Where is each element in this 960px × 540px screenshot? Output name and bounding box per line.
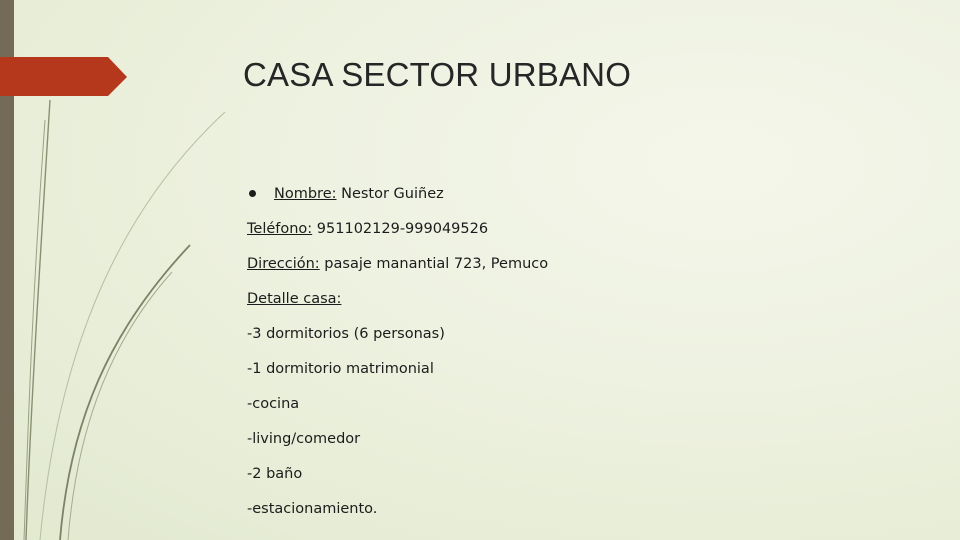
detail-item: -cocina	[247, 396, 300, 412]
slide-title: CASA SECTOR URBANO	[243, 56, 632, 93]
details-label: Detalle casa:	[247, 291, 342, 307]
slide-content	[247, 181, 548, 531]
bullet-icon	[249, 190, 256, 197]
details-line	[247, 286, 548, 321]
detail-item: -estacionamiento.	[247, 501, 378, 517]
owner-line	[247, 181, 548, 216]
phone-value: 951102129-999049526	[316, 221, 489, 237]
deco-line	[40, 112, 225, 540]
address-label: Dirección:	[247, 256, 320, 272]
detail-item: -3 dormitorios (6 personas)	[247, 326, 445, 342]
decorative-lines	[0, 0, 260, 540]
detail-item: -living/comedor	[247, 431, 361, 447]
address-line	[247, 251, 548, 286]
detail-item: -1 dormitorio matrimonial	[247, 361, 434, 377]
phone-line	[247, 216, 548, 251]
phone-label: Teléfono:	[247, 221, 313, 237]
deco-line	[60, 245, 190, 540]
deco-line	[24, 120, 45, 540]
deco-line	[68, 272, 172, 540]
owner-value: Nestor Guiñez	[341, 186, 444, 202]
title-arrow-shape	[0, 57, 127, 96]
owner-label: Nombre:	[274, 186, 337, 202]
address-value: pasaje manantial 723, Pemuco	[324, 256, 549, 272]
detail-item: -2 baño	[247, 466, 303, 482]
deco-line	[26, 100, 50, 540]
